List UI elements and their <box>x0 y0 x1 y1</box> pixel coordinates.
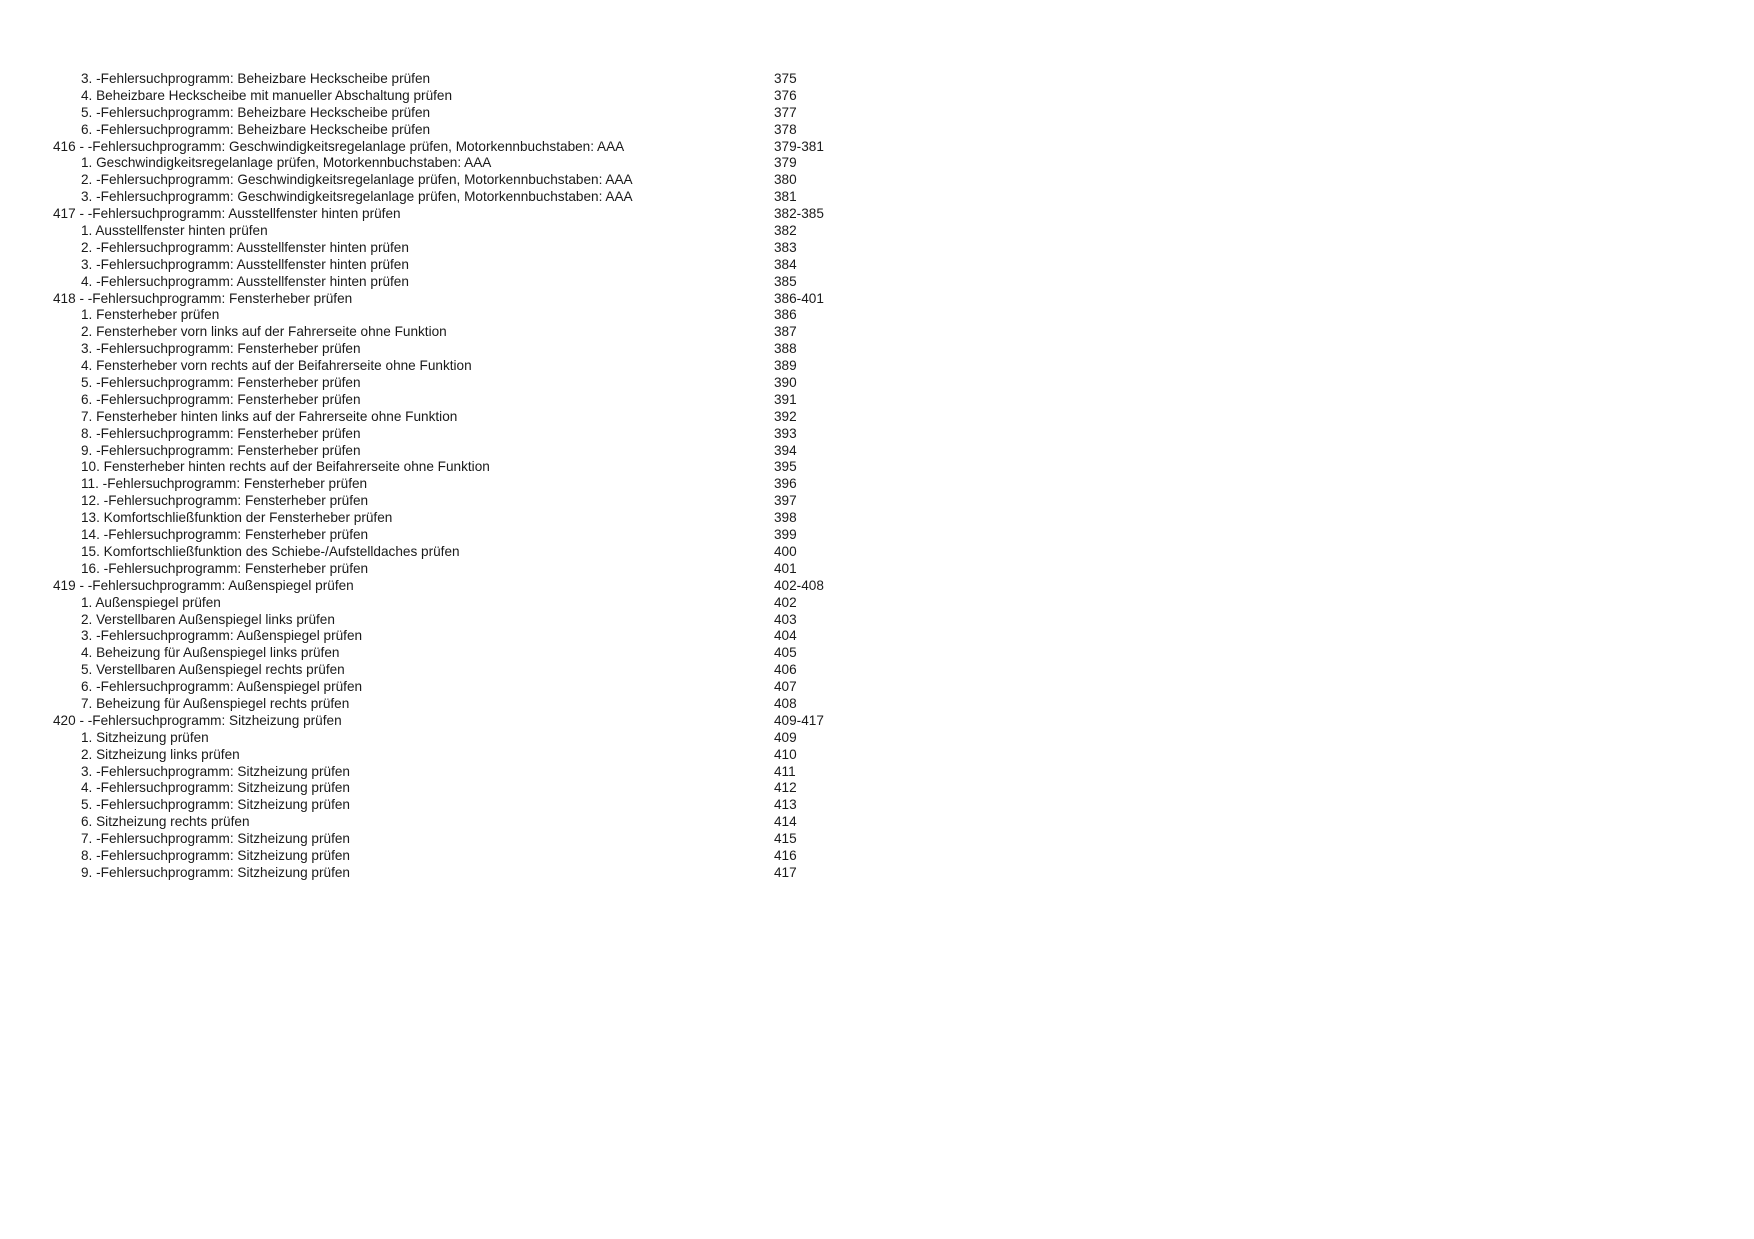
toc-entry-row <box>0 848 900 865</box>
toc-entry-pages: 390 <box>774 375 797 391</box>
toc-entry-row <box>0 257 900 274</box>
toc-entry-title: 4. -Fehlersuchprogramm: Sitzheizung prüfen <box>81 780 350 796</box>
toc-entry-pages: 394 <box>774 442 797 458</box>
toc-entry-row <box>0 459 900 476</box>
toc-entry-title: 5. Verstellbaren Außenspiegel rechts prüfen <box>81 662 345 678</box>
toc-entry-pages: 401 <box>774 560 797 576</box>
toc-entry-title: 5. -Fehlersuchprogramm: Sitzheizung prüfen <box>81 797 350 813</box>
toc-section-row <box>0 139 900 156</box>
toc-entry-pages: 379 <box>774 155 797 171</box>
toc-entry-pages: 407 <box>774 679 797 695</box>
toc-entry-pages: 381 <box>774 189 797 205</box>
toc-entry-row <box>0 307 900 324</box>
toc-section-row <box>0 578 900 595</box>
toc-entry-title: 2. Verstellbaren Außenspiegel links prüfen <box>81 611 335 627</box>
toc-entry-pages: 382-385 <box>774 206 824 222</box>
toc-entry-row <box>0 409 900 426</box>
toc-entry-pages: 413 <box>774 797 797 813</box>
toc-entry-title: 6. -Fehlersuchprogramm: Außenspiegel prüfen <box>81 679 363 695</box>
toc-entry-title: 419 - -Fehlersuchprogramm: Außenspiegel prüfen <box>53 577 354 593</box>
toc-entry-row <box>0 561 900 578</box>
toc-entry-pages: 417 <box>774 864 797 880</box>
toc-entry-row <box>0 476 900 493</box>
toc-entry-title: 7. Fensterheber hinten links auf der Fahrerseite ohne Funktion <box>81 408 458 424</box>
toc-entry-pages: 380 <box>774 172 797 188</box>
toc-entry-row <box>0 155 900 172</box>
toc-entry-row <box>0 797 900 814</box>
toc-entry-title: 3. -Fehlersuchprogramm: Sitzheizung prüfen <box>81 763 350 779</box>
toc-entry-title: 416 - -Fehlersuchprogramm: Geschwindigkeitsregelanlage prüfen, Motorkennbuchstaben: AAA <box>53 138 625 154</box>
toc-entry-title: 3. -Fehlersuchprogramm: Geschwindigkeitsregelanlage prüfen, Motorkennbuchstaben: AAA <box>81 189 633 205</box>
toc-entry-title: 7. -Fehlersuchprogramm: Sitzheizung prüfen <box>81 831 350 847</box>
toc-entry-pages: 392 <box>774 408 797 424</box>
toc-entry-title: 1. Sitzheizung prüfen <box>81 729 209 745</box>
toc-entry-pages: 409-417 <box>774 712 824 728</box>
toc-entry-pages: 399 <box>774 527 797 543</box>
toc-entry-title: 2. -Fehlersuchprogramm: Geschwindigkeitsregelanlage prüfen, Motorkennbuchstaben: AAA <box>81 172 633 188</box>
toc-entry-row <box>0 189 900 206</box>
toc-entry-row <box>0 544 900 561</box>
toc-entry-title: 14. -Fehlersuchprogramm: Fensterheber prüfen <box>81 527 369 543</box>
toc-entry-title: 2. Fensterheber vorn links auf der Fahrerseite ohne Funktion <box>81 324 447 340</box>
toc-entry-row <box>0 814 900 831</box>
toc-entry-row <box>0 510 900 527</box>
toc-entry-pages: 404 <box>774 628 797 644</box>
toc-entry-pages: 408 <box>774 695 797 711</box>
toc-entry-title: 9. -Fehlersuchprogramm: Fensterheber prüfen <box>81 442 361 458</box>
toc-entry-title: 420 - -Fehlersuchprogramm: Sitzheizung prüfen <box>53 712 342 728</box>
toc-entry-row <box>0 443 900 460</box>
toc-entry-row <box>0 662 900 679</box>
toc-entry-title: 3. -Fehlersuchprogramm: Ausstellfenster hinten prüfen <box>81 256 409 272</box>
toc-entry-title: 4. Fensterheber vorn rechts auf der Beifahrerseite ohne Funktion <box>81 358 472 374</box>
toc-entry-title: 2. Sitzheizung links prüfen <box>81 746 240 762</box>
toc-entry-pages: 385 <box>774 273 797 289</box>
toc-entry-title: 4. -Fehlersuchprogramm: Ausstellfenster hinten prüfen <box>81 273 409 289</box>
toc-entry-pages: 376 <box>774 87 797 103</box>
toc-entry-title: 8. -Fehlersuchprogramm: Sitzheizung prüfen <box>81 847 350 863</box>
toc-entry-row <box>0 831 900 848</box>
toc-entry-title: 9. -Fehlersuchprogramm: Sitzheizung prüfen <box>81 864 350 880</box>
toc-entry-pages: 378 <box>774 121 797 137</box>
toc-entry-row <box>0 645 900 662</box>
toc-entry-row <box>0 324 900 341</box>
toc-entry-row <box>0 612 900 629</box>
toc-entry-row <box>0 679 900 696</box>
toc-entry-title: 1. Außenspiegel prüfen <box>81 594 221 610</box>
toc-entry-row <box>0 865 900 882</box>
toc-entry-title: 3. -Fehlersuchprogramm: Außenspiegel prüfen <box>81 628 363 644</box>
toc-entry-pages: 383 <box>774 239 797 255</box>
toc-entry-pages: 410 <box>774 746 797 762</box>
toc-entry-pages: 386-401 <box>774 290 824 306</box>
toc-entry-row <box>0 223 900 240</box>
toc-entry-pages: 393 <box>774 425 797 441</box>
toc-entry-pages: 395 <box>774 459 797 475</box>
toc-entry-row <box>0 493 900 510</box>
toc-entry-title: 5. -Fehlersuchprogramm: Beheizbare Heckscheibe prüfen <box>81 104 431 120</box>
toc-entry-pages: 415 <box>774 831 797 847</box>
toc-entry-title: 10. Fensterheber hinten rechts auf der Beifahrerseite ohne Funktion <box>81 459 490 475</box>
toc-entry-title: 4. Beheizung für Außenspiegel links prüfen <box>81 645 340 661</box>
toc-entry-title: 4. Beheizbare Heckscheibe mit manueller Abschaltung prüfen <box>81 87 453 103</box>
toc-entry-pages: 391 <box>774 391 797 407</box>
toc-entry-pages: 402 <box>774 594 797 610</box>
toc-entry-title: 8. -Fehlersuchprogramm: Fensterheber prüfen <box>81 425 361 441</box>
toc-entry-title: 16. -Fehlersuchprogramm: Fensterheber prüfen <box>81 560 369 576</box>
toc-entry-row <box>0 696 900 713</box>
toc-entry-pages: 414 <box>774 814 797 830</box>
toc-entry-title: 5. -Fehlersuchprogramm: Fensterheber prüfen <box>81 375 361 391</box>
toc-entry-title: 6. -Fehlersuchprogramm: Fensterheber prüfen <box>81 391 361 407</box>
toc-entry-row <box>0 595 900 612</box>
toc-entry-row <box>0 764 900 781</box>
toc-entry-pages: 411 <box>774 763 796 779</box>
toc-entry-row <box>0 628 900 645</box>
toc-entry-title: 12. -Fehlersuchprogramm: Fensterheber prüfen <box>81 493 369 509</box>
toc-entry-row <box>0 392 900 409</box>
toc-entry-title: 6. Sitzheizung rechts prüfen <box>81 814 250 830</box>
toc-entry-row <box>0 426 900 443</box>
toc-entry-row <box>0 341 900 358</box>
toc-entry-pages: 405 <box>774 645 797 661</box>
toc-section-row <box>0 291 900 308</box>
toc-entry-row <box>0 274 900 291</box>
toc-entry-pages: 379-381 <box>774 138 824 154</box>
toc-entry-title: 1. Fensterheber prüfen <box>81 307 220 323</box>
toc-entry-pages: 403 <box>774 611 797 627</box>
toc-entry-title: 2. -Fehlersuchprogramm: Ausstellfenster hinten prüfen <box>81 239 409 255</box>
toc-entry-row <box>0 747 900 764</box>
toc-entry-row <box>0 358 900 375</box>
toc-entry-pages: 377 <box>774 104 797 120</box>
toc-entry-pages: 375 <box>774 71 797 86</box>
toc-entry-title: 7. Beheizung für Außenspiegel rechts prüfen <box>81 695 350 711</box>
toc-entry-title: 3. -Fehlersuchprogramm: Beheizbare Heckscheibe prüfen <box>81 71 431 86</box>
toc-entry-title: 3. -Fehlersuchprogramm: Fensterheber prüfen <box>81 341 361 357</box>
toc-entry-pages: 387 <box>774 324 797 340</box>
toc-entry-title: 15. Komfortschließfunktion des Schiebe-/Aufstelldaches prüfen <box>81 543 460 559</box>
toc-entry-pages: 386 <box>774 307 797 323</box>
toc-entry-title: 1. Geschwindigkeitsregelanlage prüfen, Motorkennbuchstaben: AAA <box>81 155 492 171</box>
toc-entry-pages: 396 <box>774 476 797 492</box>
toc-entry-row <box>0 105 900 122</box>
toc-entry-pages: 402-408 <box>774 577 824 593</box>
toc-entry-row <box>0 172 900 189</box>
toc-entry-title: 6. -Fehlersuchprogramm: Beheizbare Heckscheibe prüfen <box>81 121 431 137</box>
toc-entry-pages: 409 <box>774 729 797 745</box>
toc-entry-row <box>0 375 900 392</box>
toc-entry-row <box>0 122 900 139</box>
toc-entry-pages: 412 <box>774 780 797 796</box>
table-of-contents <box>0 71 900 882</box>
toc-entry-pages: 388 <box>774 341 797 357</box>
toc-section-row <box>0 713 900 730</box>
toc-entry-pages: 382 <box>774 223 797 239</box>
toc-entry-title: 13. Komfortschließfunktion der Fensterheber prüfen <box>81 510 393 526</box>
toc-entry-pages: 397 <box>774 493 797 509</box>
toc-entry-row <box>0 240 900 257</box>
toc-entry-title: 417 - -Fehlersuchprogramm: Ausstellfenster hinten prüfen <box>53 206 401 222</box>
toc-entry-pages: 389 <box>774 358 797 374</box>
toc-entry-pages: 398 <box>774 510 797 526</box>
toc-entry-pages: 384 <box>774 256 797 272</box>
toc-entry-title: 418 - -Fehlersuchprogramm: Fensterheber prüfen <box>53 290 353 306</box>
toc-entry-row <box>0 527 900 544</box>
toc-entry-pages: 406 <box>774 662 797 678</box>
toc-entry-title: 11. -Fehlersuchprogramm: Fensterheber prüfen <box>81 476 368 492</box>
toc-section-row <box>0 206 900 223</box>
toc-entry-row <box>0 71 900 88</box>
toc-entry-pages: 416 <box>774 847 797 863</box>
toc-entry-row <box>0 730 900 747</box>
toc-entry-title: 1. Ausstellfenster hinten prüfen <box>81 223 268 239</box>
toc-entry-row <box>0 780 900 797</box>
toc-entry-row <box>0 88 900 105</box>
toc-entry-pages: 400 <box>774 543 797 559</box>
